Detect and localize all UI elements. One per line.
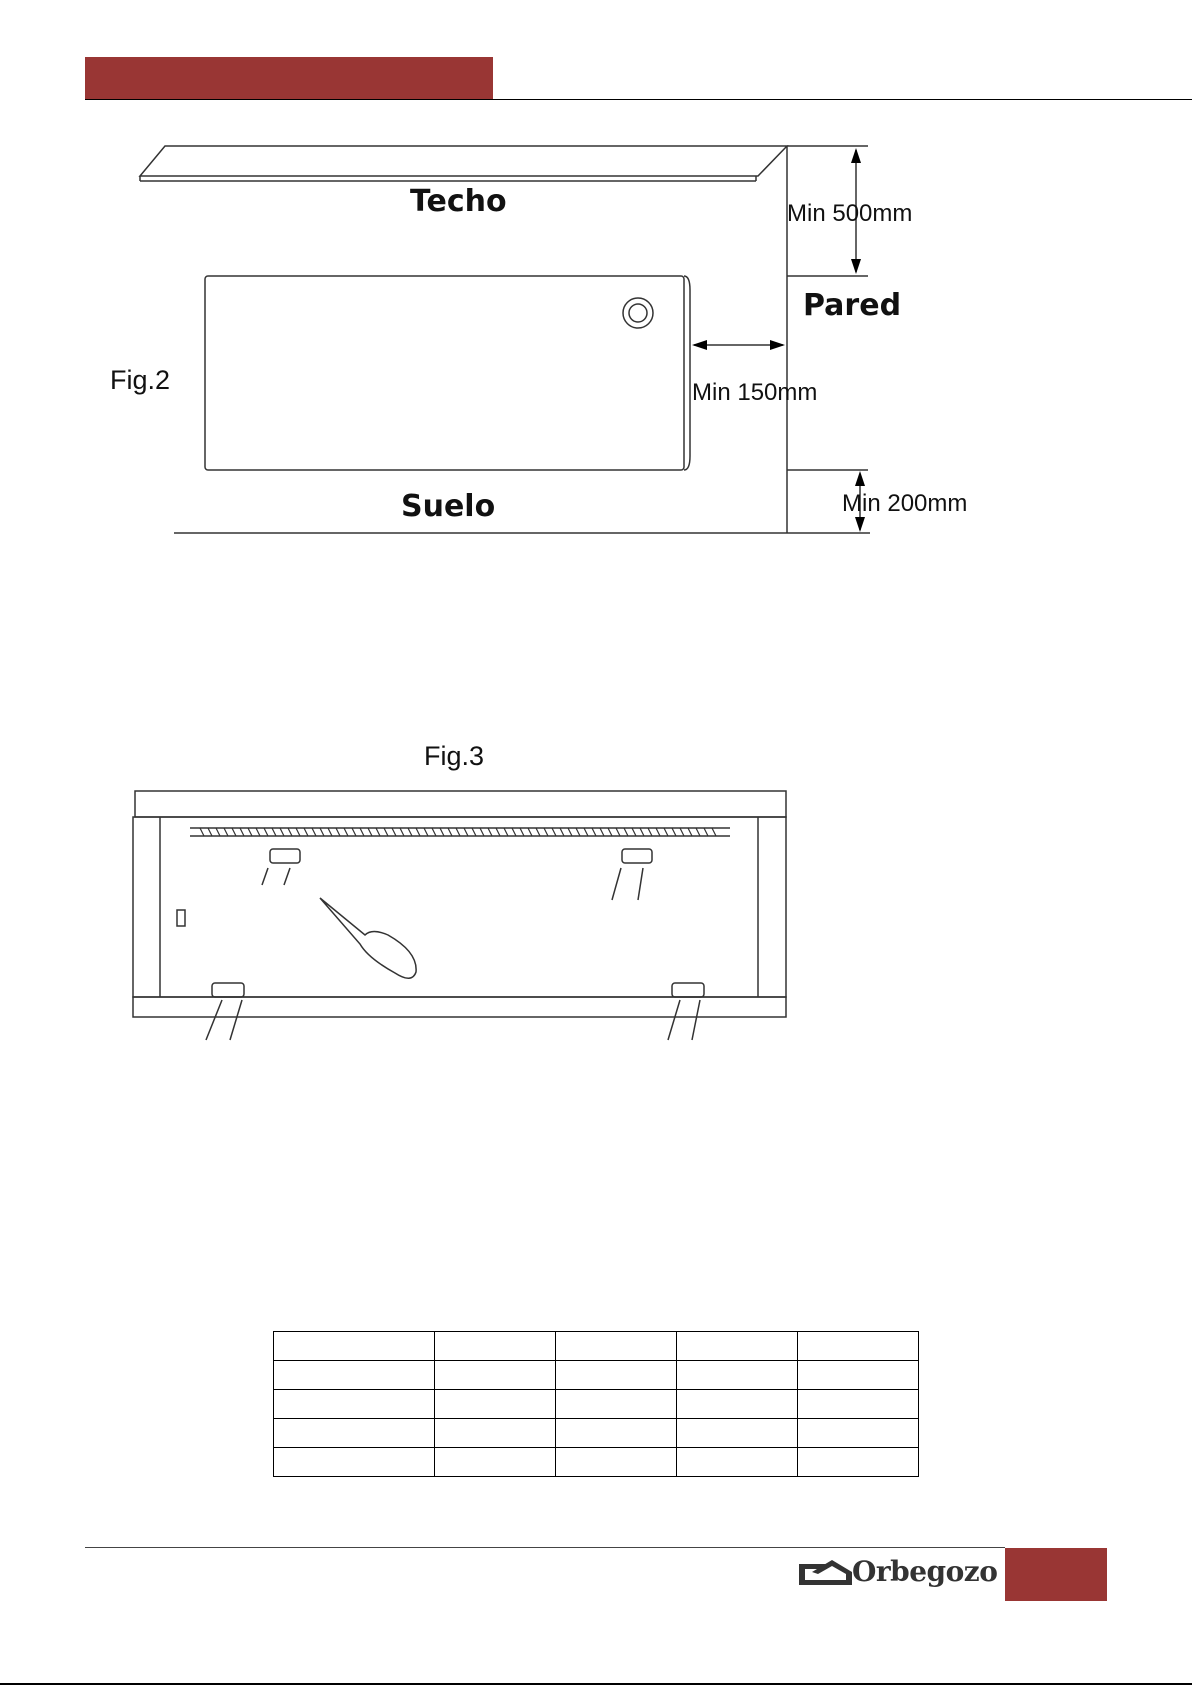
panel-bottom-lip [133, 997, 786, 1017]
heater-body [205, 276, 684, 470]
spec-table [273, 1331, 919, 1477]
table-row [274, 1448, 919, 1477]
bracket-top-right [622, 849, 652, 863]
panel-top-lip [135, 791, 786, 817]
dim-top-label: Min 500mm [787, 200, 913, 227]
fig3-label: Fig.3 [424, 741, 485, 771]
dim-side-label: Min 150mm [692, 379, 818, 406]
brand-logo-text: Orbegozo [852, 1555, 998, 1588]
wall-label: Pared [803, 288, 902, 323]
floor-label: Suelo [401, 489, 496, 524]
bracket-bottom-left [212, 983, 244, 997]
control-knob-icon [623, 298, 653, 328]
table-row [274, 1361, 919, 1390]
vent-slots [200, 828, 716, 836]
bracket-bottom-right [672, 983, 704, 997]
table-row [274, 1390, 919, 1419]
table-row [274, 1332, 919, 1361]
ceiling-slab [140, 146, 787, 176]
fig2-label: Fig.2 [110, 365, 171, 395]
ceiling-label: Techo [410, 184, 507, 219]
screwdriver-icon [320, 898, 416, 978]
panel-body [133, 817, 786, 997]
footer-accent-box [1005, 1548, 1107, 1601]
side-switch-icon [177, 910, 185, 926]
footer-rule [85, 1547, 1005, 1548]
dim-bottom-label: Min 200mm [842, 490, 968, 517]
heater-side [684, 276, 690, 470]
table-row [274, 1419, 919, 1448]
bracket-top-left [270, 849, 300, 863]
